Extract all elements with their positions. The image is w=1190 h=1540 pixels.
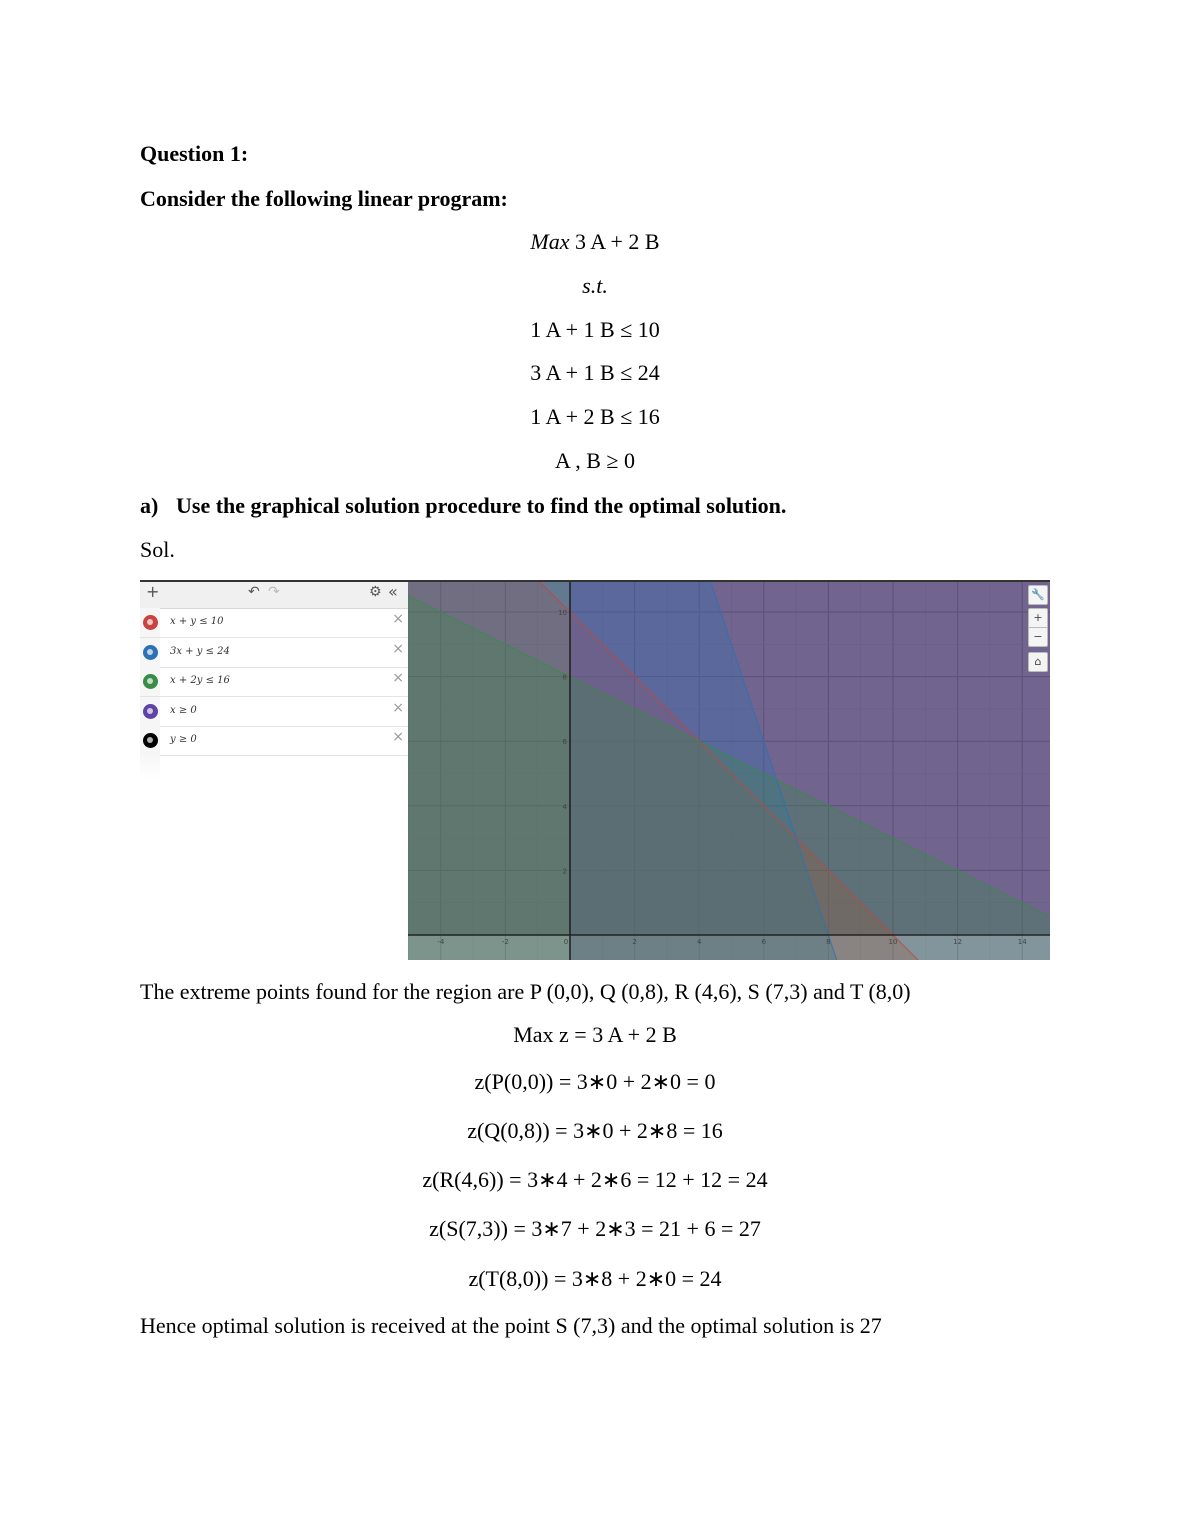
constraint-nonnegativity: A , B ≥ 0 — [555, 448, 635, 473]
expression-gutter — [140, 726, 160, 755]
expression-toolbar — [140, 580, 408, 609]
expression-color-icon[interactable] — [143, 645, 158, 660]
expression-text[interactable]: x + 2y ≤ 16 — [170, 675, 230, 686]
y-tick-label: 8 — [562, 673, 567, 682]
zoom-in-button[interactable]: + — [1028, 608, 1048, 627]
subject-to: s.t. — [582, 273, 608, 298]
expression-text[interactable]: 3x + y ≤ 24 — [170, 645, 230, 657]
objective-z-line: Max z = 3 A + 2 B — [513, 1022, 677, 1047]
expression-gutter — [140, 667, 160, 696]
constraint-3: 1 A + 2 B ≤ 16 — [530, 404, 660, 429]
expression-panel — [140, 580, 409, 960]
home-icon[interactable]: ⌂ — [1028, 652, 1048, 672]
evaluation-t: z(T(8,0)) = 3∗8 + 2∗0 = 24 — [468, 1266, 722, 1291]
x-tick-label: 4 — [696, 938, 702, 946]
undo-icon[interactable]: ↶ — [248, 584, 260, 600]
x-tick-label: 12 — [953, 938, 963, 946]
expression-color-icon[interactable] — [143, 674, 158, 689]
x-tick-label: 2 — [632, 938, 637, 946]
sol-label: Sol. — [140, 537, 175, 562]
zoom-out-button[interactable]: − — [1028, 627, 1048, 647]
expression-color-icon[interactable] — [143, 615, 158, 630]
expression-row[interactable] — [140, 697, 408, 727]
remove-expression-icon[interactable]: × — [392, 729, 404, 745]
expression-row[interactable] — [140, 667, 408, 697]
remove-expression-icon[interactable]: × — [392, 699, 404, 716]
x-tick-label: -4 — [437, 938, 445, 946]
question-heading: Question 1: — [140, 141, 249, 166]
expression-text[interactable]: x ≥ 0 — [170, 704, 197, 716]
settings-icon[interactable]: ⚙ — [369, 584, 382, 600]
conclusion-text: Hence optimal solution is received at the point S (7,3) and the optimal solution is 27 — [140, 1313, 882, 1338]
expression-color-icon[interactable] — [143, 733, 158, 748]
expression-row[interactable] — [140, 726, 408, 756]
expression-text[interactable]: x + y ≤ 10 — [170, 616, 224, 627]
wrench-icon[interactable]: 🔧 — [1028, 585, 1048, 605]
objective-expression: 3 A + 2 B — [575, 229, 660, 254]
objective-function — [0, 229, 1190, 255]
expression-text[interactable]: y ≥ 0 — [170, 734, 197, 745]
constraint-1: 1 A + 1 B ≤ 10 — [530, 317, 660, 342]
graph-area[interactable] — [408, 580, 1050, 960]
y-tick-label: 6 — [562, 738, 567, 747]
evaluation-s: z(S(7,3)) = 3∗7 + 2∗3 = 21 + 6 = 27 — [429, 1216, 761, 1241]
expression-gutter-fade — [140, 754, 160, 780]
expression-row[interactable] — [140, 638, 408, 668]
question-intro: Consider the following linear program: — [140, 186, 508, 211]
expression-color-icon[interactable] — [143, 704, 158, 719]
objective-max-word: Max — [530, 229, 570, 254]
extreme-points-text: The extreme points found for the region are P (0,0), Q (0,8), R (4,6), S (7,3) and T (8,0) — [140, 979, 911, 1004]
expression-gutter — [140, 697, 160, 726]
x-tick-label: 6 — [761, 938, 767, 946]
y-tick-label: 10 — [558, 609, 567, 617]
part-a-text: Use the graphical solution procedure to find the optimal solution. — [176, 493, 787, 518]
remove-expression-icon[interactable]: × — [392, 611, 404, 627]
graph-canvas[interactable] — [408, 580, 1050, 960]
x-tick-label: 0 — [563, 938, 569, 946]
remove-expression-icon[interactable]: × — [392, 640, 404, 657]
expression-row[interactable] — [140, 608, 408, 638]
add-expression-button[interactable]: + — [146, 582, 160, 601]
collapse-panel-icon[interactable]: « — [388, 582, 398, 601]
x-tick-label: -2 — [501, 938, 509, 946]
y-tick-label: 4 — [562, 802, 567, 811]
remove-expression-icon[interactable]: × — [392, 670, 404, 686]
expression-gutter — [140, 608, 160, 637]
x-tick-label: 8 — [826, 938, 831, 946]
expression-gutter — [140, 638, 160, 667]
part-a-label: a) — [140, 493, 159, 518]
constraint-2: 3 A + 1 B ≤ 24 — [530, 360, 660, 385]
evaluation-p: z(P(0,0)) = 3∗0 + 2∗0 = 0 — [474, 1069, 716, 1094]
y-tick-label: 2 — [562, 867, 567, 876]
redo-icon[interactable]: ↷ — [268, 584, 280, 600]
x-tick-label: 10 — [888, 938, 898, 946]
evaluation-r: z(R(4,6)) = 3∗4 + 2∗6 = 12 + 12 = 24 — [422, 1167, 768, 1192]
graph-screenshot — [140, 580, 1050, 960]
evaluation-q: z(Q(0,8)) = 3∗0 + 2∗8 = 16 — [467, 1118, 723, 1143]
x-tick-label: 14 — [1017, 938, 1027, 946]
